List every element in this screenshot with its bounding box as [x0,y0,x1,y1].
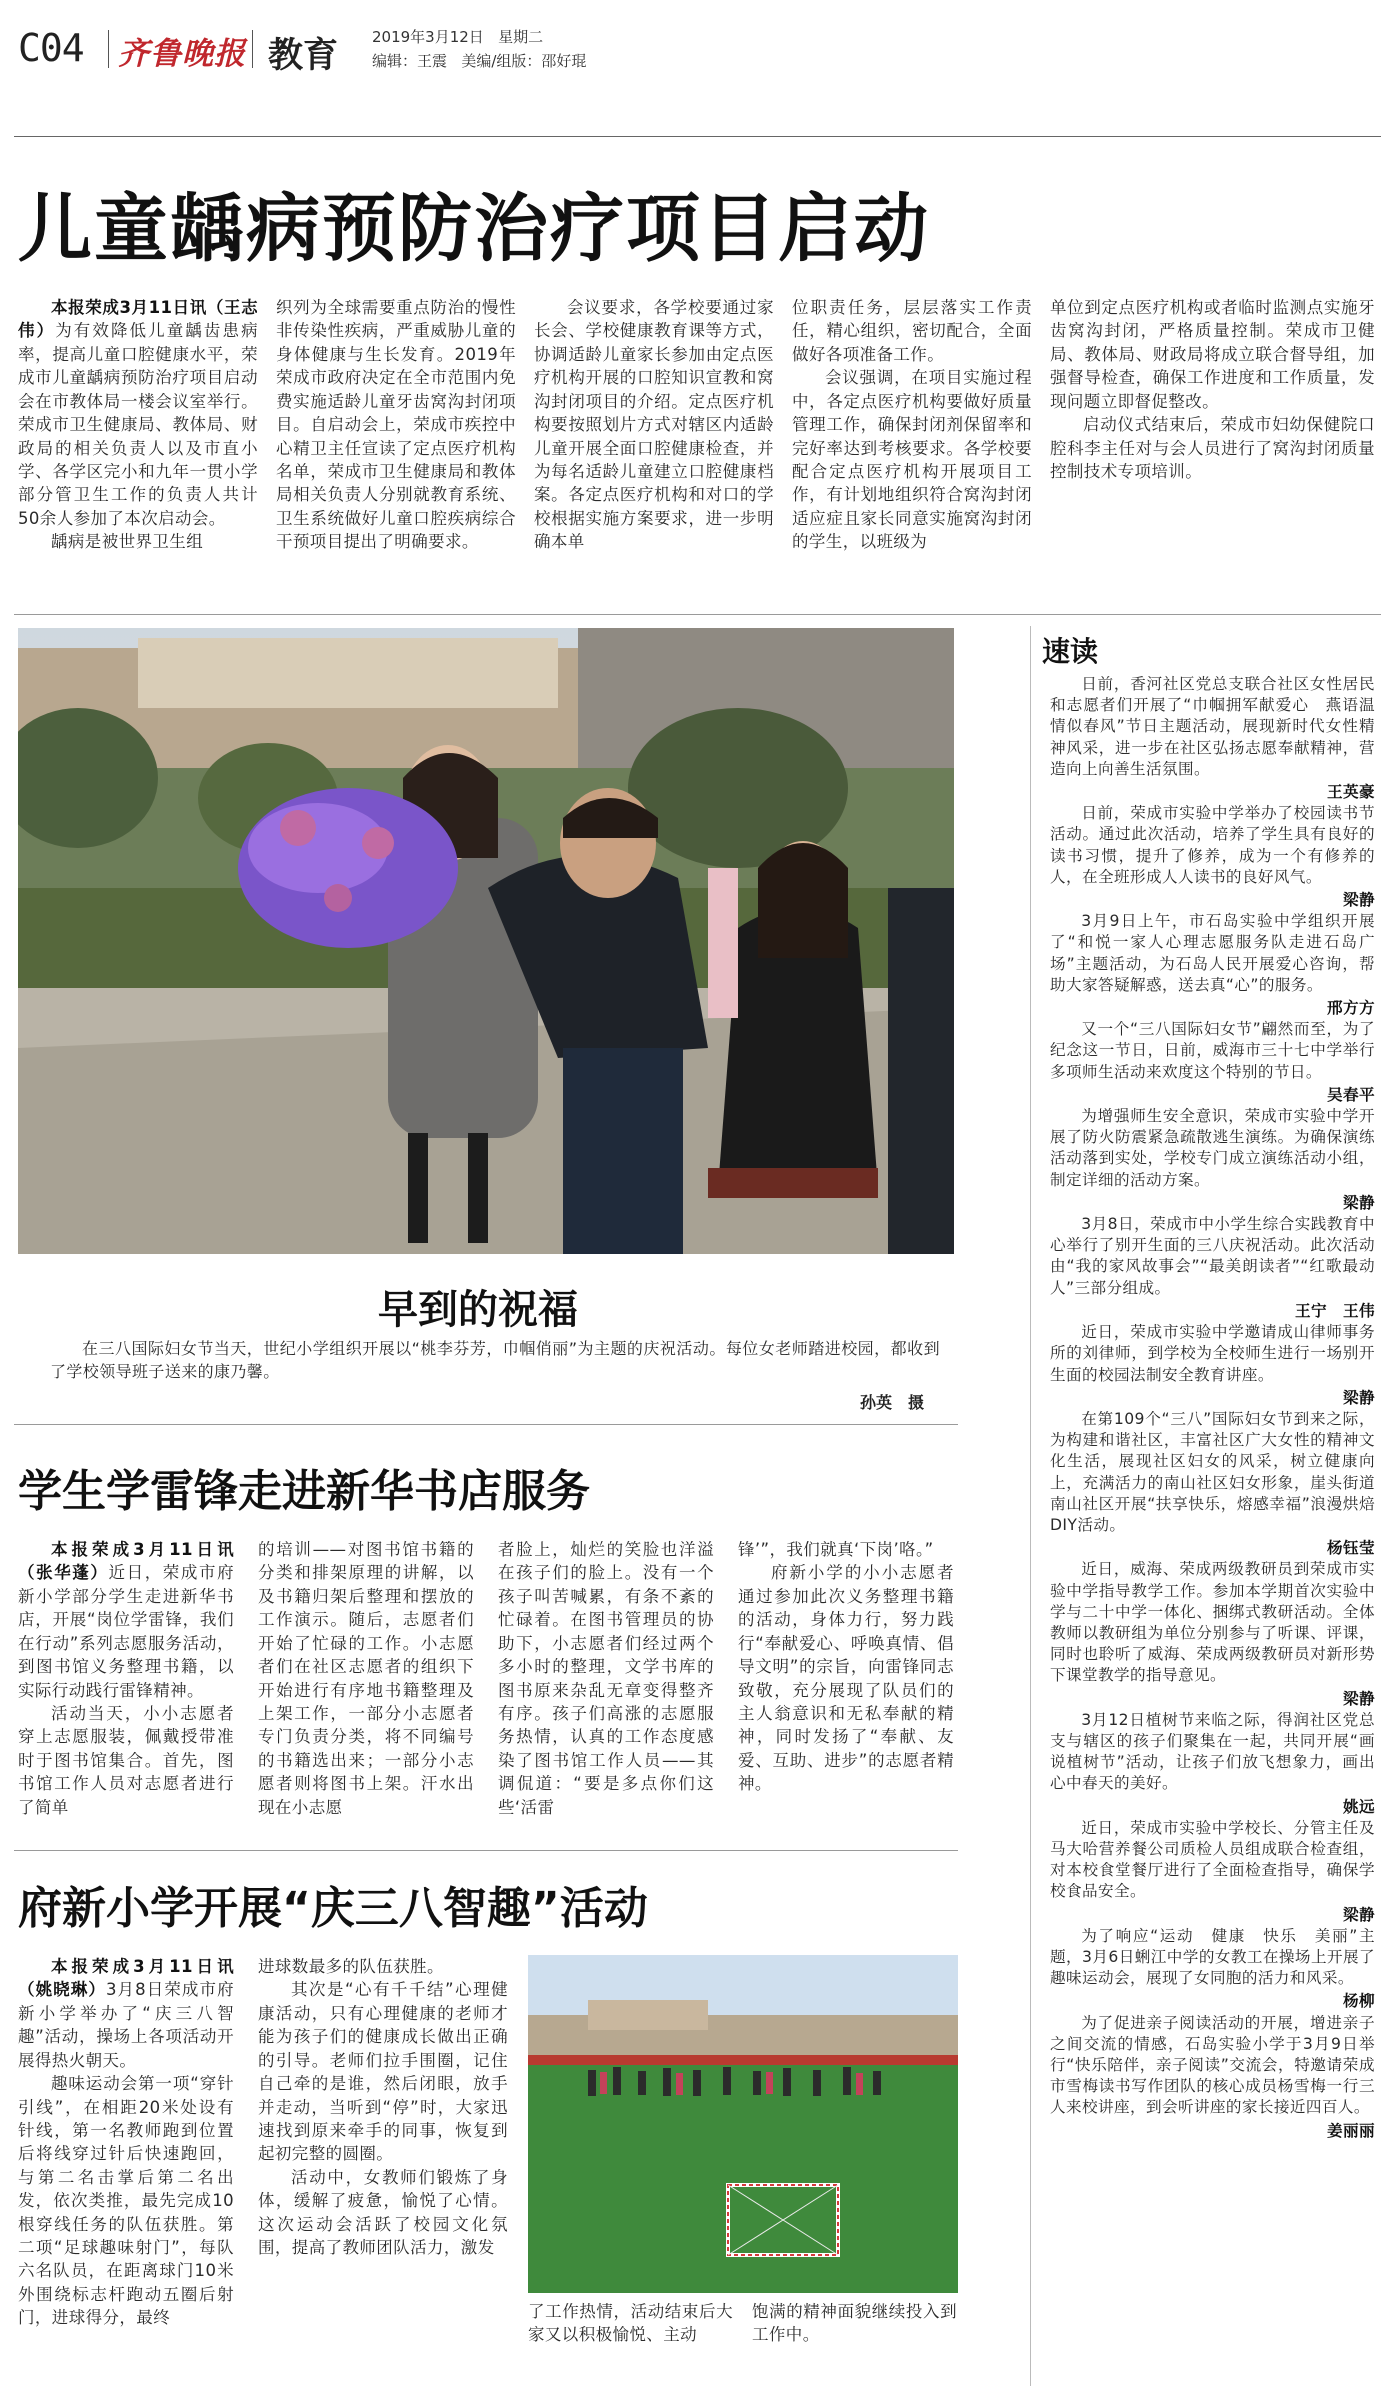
lead-byline: 本报荣成3月11日讯（王志伟） [18,298,258,341]
article3-col-1: 本报荣成3月11日讯（姚晓琳）3月8日荣成市府新小学举办了“庆三八智趣”活动，操场上各项活动开展得热火朝天。 趣味运动会第一项“穿针引线”，在相距20米处设有针线，第一名教师跑到位置后将线穿过针后快速跑回，与第二名击掌后第二名出发，依次类推，最先完成10根穿线任务的队伍获胜。第二项“足球趣味射门”，每队六名队员，在距离球门10米外围绕标志杆跑动五圈后射门，进球得分，最终 [18,1957,235,2328]
speed-item-text: 近日，荣成市实验中学校长、分管主任及马大哈营养餐公司质检人员组成联合检查组，对本校食堂餐厅进行了全面检查指导，确保学校食品安全。 [1050,1818,1375,1901]
lead-col-2: 织列为全球需要重点防治的慢性非传染性疾病，严重威胁儿童的身体健康与生长发育。2019年荣成市政府决定在全市范围内免费实施适龄儿童牙齿窝沟封闭项目。自启动会上，荣成市疾控中心精卫主任宣读了定点医疗机构名单，荣成市卫生健康局和教体局相关负责人分别就教育系统、卫生系统做好儿童口腔疾病综合干预项目提出了明确要求。 [276,298,516,552]
article2-col-1: 本报荣成3月11日讯（张华蓬）近日，荣成市府新小学部分学生走进新华书店，开展“岗位学雷锋，我们在行动”系列志愿服务活动，到图书馆义务整理书籍，以实际行动践行雷锋精神。 活动当天，小小志愿者穿上志愿服装，佩戴授带准时于图书馆集合。首先，图书馆工作人员对志愿者进行了简单 [18,1540,234,1817]
speed-item-author: 邢方方 [1327,999,1375,1018]
section-name: 教育 [268,36,339,76]
article2-byline: 本报荣成3月11日讯（张华蓬） [18,1540,234,1583]
speed-item-author: 梁静 [1343,1388,1375,1407]
speed-item-author: 姜丽丽 [1327,2121,1375,2140]
photo-credit: 孙英 摄 [860,1393,925,1412]
speed-item-text: 近日，威海、荣成两级教研员到荣成市实验中学指导教学工作。参加本学期首次实验中学与二十中学一体化、捆绑式教研活动。全体教师以教研组为单位分别参与了听课、评课，同时也聆听了威海、荣成两级教研员对新形势下课堂教学的指导意见。 [1050,1560,1375,1685]
speed-list [1050,674,1375,2142]
speed-item-text: 为增强师生安全意识，荣成市实验中学开展了防火防震紧急疏散逃生演练。为确保演练活动落到实处，学校专门成立演练活动小组，制定详细的活动方案。 [1050,1107,1375,1189]
speed-item-author: 吴春平 [1327,1085,1375,1104]
lead-bottom-rule [14,614,1381,615]
photo-bottom-rule [14,1424,958,1425]
article3-byline: 本报荣成3月11日讯（姚晓琳） [18,1957,234,2000]
speed-item-author: 王英豪 [1327,783,1375,802]
speed-item-author: 梁静 [1343,1193,1375,1212]
photo-caption: 在三八国际妇女节当天，世纪小学组织开展以“桃李芬芳，巾帼俏丽”为主题的庆祝活动。每位女老师踏进校园，都收到了学校领导班子送来的康乃馨。 [50,1339,940,1381]
speed-item-text: 3月9日上午，市石岛实验中学组织开展了“和悦一家人心理志愿服务队走进石岛广场”主题活动，为石岛人民开展爱心咨询，帮助大家答疑解惑，送去真“心”的服务。 [1050,912,1375,994]
photo-playground [528,1955,958,2293]
lead-col-5: 单位到定点医疗机构或者临时监测点实施牙齿窝沟封闭，严格质量控制。荣成市卫健局、教体局、财政局将成立联合督导组，加强督导检查，确保工作进度和工作质量，发现问题立即督促整改。 启动仪式结束后，荣成市妇幼保健院口腔科李主任对与会人员进行了窝沟封闭质量控制技术专项培训。 [1050,298,1375,481]
speed-item-author: 梁静 [1343,1905,1375,1924]
speed-title: 速读 [1042,635,1099,668]
masthead-rule [14,136,1381,137]
speed-item-text: 3月8日，荣成市中小学生综合实践教育中心举行了别开生面的三八庆祝活动。此次活动由“我的家风故事会”“最美朗读者”“红歌最动人”三部分组成。 [1050,1215,1375,1297]
speed-item-text: 3月12日植树节来临之际，得润社区党总支与辖区的孩子们聚集在一起，共同开展“画说植树节”活动，让孩子们放飞想象力，画出心中春天的美好。 [1050,1710,1375,1793]
article3-headline: 府新小学开展“庆三八智趣”活动 [18,1883,648,1934]
article2-bottom-rule [14,1850,958,1851]
article2-col-2: 的培训——对图书馆书籍的分类和排架原理的讲解，以及书籍归架后整理和摆放的工作演示。随后，志愿者们开始了忙碌的工作。小志愿者们在社区志愿者的组织下开始进行有序地书籍整理及上架工作，一部分小志愿者专门负责分类，将不同编号的书籍选出来；一部分小志愿者则将图书上架。汗水出现在小志愿 [258,1540,474,1817]
speed-item-author: 杨柳 [1343,1992,1375,2011]
speed-item-author: 姚远 [1343,1797,1375,1816]
article3-col-4: 饱满的精神面貌继续投入到工作中。 [752,2302,957,2345]
speed-item-text: 又一个“三八国际妇女节”翩然而至，为了纪念这一节日，日前，威海市三十七中学举行多项师生活动来欢度这个特别的节日。 [1050,1020,1375,1081]
article3-col-3: 了工作热情，活动结束后大家又以积极愉悦、主动 [528,2302,733,2345]
article2-headline: 学生学雷锋走进新华书店服务 [18,1466,590,1517]
speed-item-text: 为了响应“运动 健康 快乐 美丽”主题，3月6日蜊江中学的女教工在操场上开展了趣味运动会，展现了女同胞的活力和风采。 [1050,1926,1375,1988]
photo-flowers-image [18,628,954,1254]
speed-item-text: 为了促进亲子阅读活动的开展，增进亲子之间交流的情感，石岛实验小学于3月9日举行“快乐陪伴，亲子阅读”交流会，特邀请荣成市雪梅读书写作团队的核心成员杨雪梅一行三人来校讲座，到会听讲座的家长接近四百人。 [1050,2013,1375,2117]
masthead [0,0,1395,80]
photo-playground-image [528,1955,958,2293]
article2-col-3: 者脸上，灿烂的笑脸也洋溢在孩子们的脸上。没有一个孩子叫苦喊累，有条不紊的忙碌着。在图书管理员的协助下，小志愿者们经过两个多小时的整理，文学书库的图书原来杂乱无章变得整齐有序。孩子们高涨的志愿服务热情，认真的工作态度感染了图书馆工作人员——其调侃道：“要是多点你们这些‘活雷 [498,1540,714,1817]
article3-col-2: 进球数最多的队伍获胜。 其次是“心有千千结”心理健康活动，只有心理健康的老师才能为孩子们的健康成长做出正确的引导。老师们拉手围圈，记住自己牵的是谁，然后闭眼，放手并走动，当听到“停”时，大家迅速找到原来牵手的同事，恢复到起初完整的圆圈。 活动中，女教师们锻炼了身体，缓解了疲惫，愉悦了心情。这次运动会活跃了校园文化氛围，提高了教师团队活力，激发 [258,1957,508,2258]
speed-item-text: 在第109个“三八”国际妇女节到来之际，为构建和谐社区，丰富社区广大女性的精神文化生活，展现社区妇女的风采，树立健康向上，充满活力的南山社区妇女形象，崖头街道南山社区开展“扶享快乐，熔感幸福”浪漫烘焙DIY活动。 [1050,1409,1375,1534]
lead-headline: 儿童龋病预防治疗项目启动 [18,186,930,272]
newspaper-logo [118,28,246,73]
lead-col-3: 会议要求，各学校要通过家长会、学校健康教育课等方式，协调适龄儿童家长参加由定点医疗机构开展的口腔知识宣教和窝沟封闭项目的介绍。定点医疗机构要按照划片方式对辖区内适龄儿童开展全面口腔健康检查，并为每名适龄儿童建立口腔健康档案。各定点医疗机构和对口的学校根据实施方案要求，进一步明确本单 [534,298,774,552]
paper-name: 齐鲁晚报 [118,36,246,72]
page-code: C04 [18,26,84,70]
speed-item-text: 近日，荣成市实验中学邀请成山律师事务所的刘律师，到学校为全校师生进行一场别开生面的校园法制安全教育讲座。 [1050,1323,1375,1384]
speed-item-author: 杨钰莹 [1327,1539,1375,1558]
lead-col-4: 位职责任务，层层落实工作责任，精心组织，密切配合，全面做好各项准备工作。 会议强调，在项目实施过程中，各定点医疗机构要做好质量管理工作，确保封闭剂保留率和完好率达到考核要求。各学校要配合定点医疗机构开展项目工作，有计划地组织符合窝沟封闭适应症且家长同意实施窝沟封闭的学生，以班级为 [792,298,1032,552]
speed-item-text: 日前，荣成市实验中学举办了校园读书节活动。通过此次活动，培养了学生具有良好的读书习惯，提升了修养，成为一个有修养的人，在全班形成人人读书的良好风气。 [1050,804,1375,886]
lead-col-1: 本报荣成3月11日讯（王志伟）为有效降低儿童龋齿患病率，提高儿童口腔健康水平，荣成市儿童龋病预防治疗项目启动会在市教体局一楼会议室举行。荣成市卫生健康局、教体局、财政局的相关负责人以及市直小学、各学区完小和九年一贯小学部分管卫生工作的负责人共计50余人参加了本次启动会。 龋病是被世界卫生组 [18,298,258,552]
article2-col-4: 锋’”，我们就真‘下岗’咯。” 府新小学的小小志愿者通过参加此次义务整理书籍的活动，身体力行，努力践行“奉献爱心、呼唤真情、倡导文明”的宗旨，向雷锋同志致敬，充分展现了队员们的主人翁意识和无私奉献的精神，同时发扬了“奉献、友爱、互助、进步”的志愿者精神。 [738,1540,954,1794]
speed-item-text: 日前，香河社区党总支联合社区女性居民和志愿者们开展了“巾帼拥军献爱心 燕语温情似春风”节日主题活动，展现新时代女性精神风采，进一步在社区弘扬志愿奉献精神，营造向上向善生活氛围。 [1050,675,1375,778]
speed-item-author: 王宁 王伟 [1295,1301,1375,1320]
speed-item-author: 梁静 [1343,1689,1375,1708]
photo-title: 早到的祝福 [378,1287,578,1333]
issue-date: 2019年3月12日 星期二 [372,28,544,46]
editor-credit: 编辑：王震 美编/组版：邵好琨 [372,52,587,70]
photo-flowers [18,628,954,1254]
sidebar-divider [1030,626,1031,2386]
speed-item-author: 梁静 [1343,891,1375,910]
